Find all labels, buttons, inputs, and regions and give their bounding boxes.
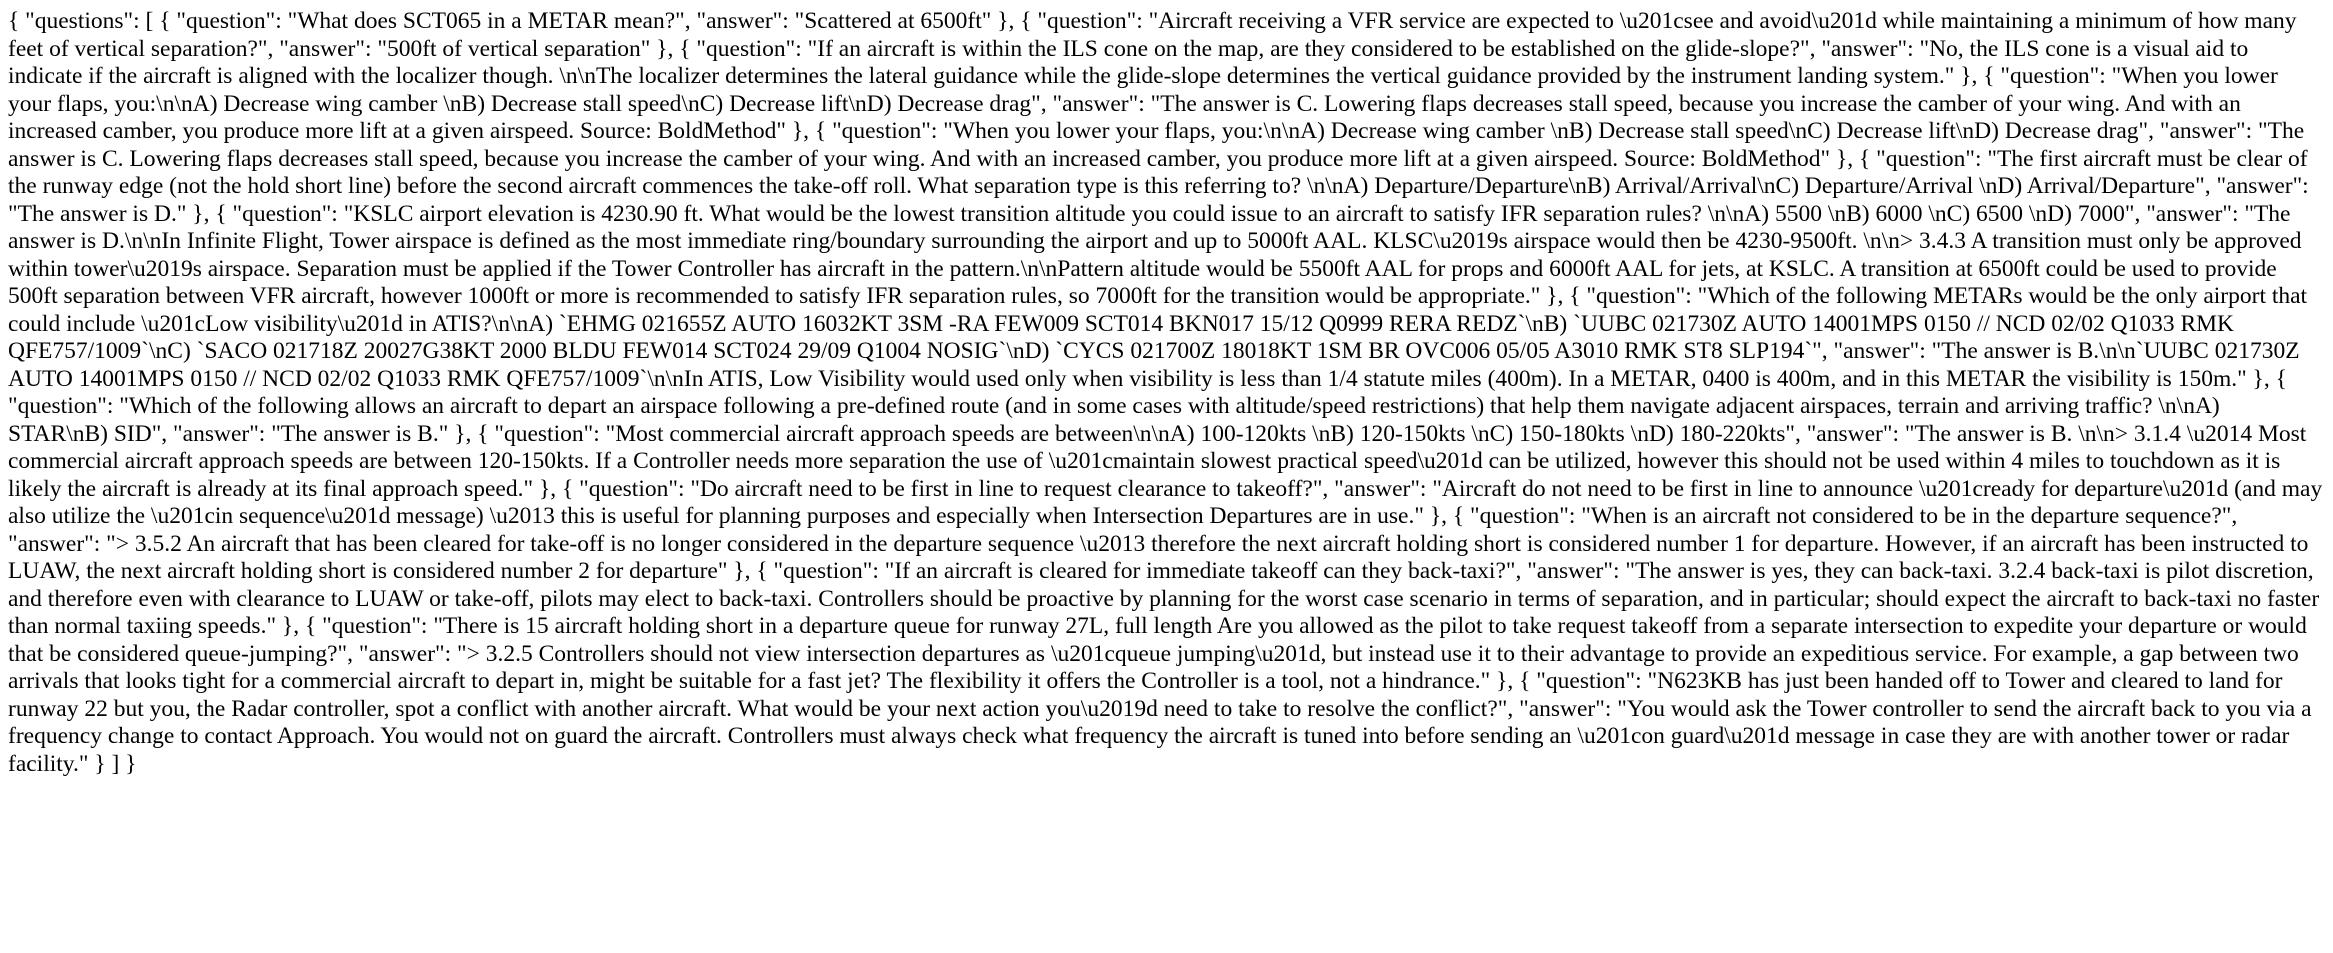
raw-json-text: { "questions": [ { "question": "What does SCT065 in a METAR mean?", "answer": "Scattered at 6500ft" }, { "question": "Aircraft receiving a VFR service are expected to \u201csee and avoid\u201d while maintaining a minimum of how many feet of vertical separation?", "answer": "500ft of vertical separation" }, { "question": "If an aircraft is within the ILS cone on the map, are they considered to be established on the glide-slope?", "answer": "No, the ILS cone is a visual aid to indicate if the aircraft is aligned with the localizer though. \n\nThe localizer determines the lateral guidance while the glide-slope determines the vertical guidance provided by the instrument landing system." }, { "question": "When you lower your flaps, you:\n\nA) Decrease wing camber \nB) Decrease stall speed\nC) Decrease lift\nD) Decrease drag", "answer": "The answer is C. Lowering flaps decreases stall speed, because you increase the camber of your wing. And with an increased camber, you produce more lift at a given airspeed. Source: BoldMethod" }, { "question": "When you lower your flaps, you:\n\nA) Decrease wing camber \nB) Decrease stall speed\nC) Decrease lift\nD) Decrease drag", "answer": "The answer is C. Lowering flaps decreases stall speed, because you increase the camber of your wing. And with an increased camber, you produce more lift at a given airspeed. Source: BoldMethod" }, { "question": "The first aircraft must be clear of the runway edge (not the hold short line) before the second aircraft commences the take-off roll. What separation type is this referring to? \n\nA) Departure/Departure\nB) Arrival/Arrival\nC) Departure/Arrival \nD) Arrival/Departure", "answer": "The answer is D." }, { "question": "KSLC airport elevation is 4230.90 ft. What would be the lowest transition altitude you could issue to an aircraft to satisfy IFR separation rules? \n\nA) 5500 \nB) 6000 \nC) 6500 \nD) 7000", "answer": "The answer is D.\n\nIn Infinite Flight, Tower airspace is defined as the most immediate ring/boundary surrounding the airport and up to 5000ft AAL. KLSC\u2019s airspace would then be 4230-9500ft. \n\n> 3.4.3 A transition must only be approved within tower\u2019s airspace. Separation must be applied if the Tower Controller has aircraft in the pattern.\n\nPattern altitude would be 5500ft AAL for props and 6000ft AAL for jets, at KSLC. A transition at 6500ft could be used to provide 500ft separation between VFR aircraft, however 1000ft or more is recommended to satisfy IFR separation rules, so 7000ft for the transition would be appropriate." }, { "question": "Which of the following METARs would be the only airport that could include \u201cLow visibility\u201d in ATIS?\n\nA) `EHMG 021655Z AUTO 16032KT 3SM -RA FEW009 SCT014 BKN017 15/12 Q0999 RERA REDZ`\nB) `UUBC 021730Z AUTO 14001MPS 0150 // NCD 02/02 Q1033 RMK QFE757/1009`\nC) `SACO 021718Z 20027G38KT 2000 BLDU FEW014 SCT024 29/09 Q1004 NOSIG`\nD) `CYCS 021700Z 18018KT 1SM BR OVC006 05/05 A3010 RMK ST8 SLP194`", "answer": "The answer is B.\n\n`UUBC 021730Z AUTO 14001MPS 0150 // NCD 02/02 Q1033 RMK QFE757/1009`\n\nIn ATIS, Low Visibility would used only when visibility is less than 1/4 statute miles (400m). In a METAR, 0400 is 400m, and in this METAR the visibility is 150m." }, { "question": "Which of the following allows an aircraft to depart an airspace following a pre-defined route (and in some cases with altitude/speed restrictions) that help them navigate adjacent airspaces, terrain and arriving traffic? \n\nA) STAR\nB) SID", "answer": "The answer is B." }, { "question": "Most commercial aircraft approach speeds are between\n\nA) 100-120kts \nB) 120-150kts \nC) 150-180kts \nD) 180-220kts", "answer": "The answer is B. \n\n> 3.1.4 \u2014 Most commercial aircraft approach speeds are between 120-150kts. If a Controller needs more separation the use of \u201cmaintain slowest practical speed\u201d can be utilized, however this should not be used within 4 miles to touchdown as it is likely the aircraft is already at its final approach speed." }, { "question": "Do aircraft need to be first in line to request clearance to takeoff?", "answer": "Aircraft do not need to be first in line to announce \u201cready for departure\u201d (and may also utilize the \u201cin sequence\u201d message) \u2013 this is useful for planning purposes and especially when Intersection Departures are in use." }, { "question": "When is an aircraft not considered to be in the departure sequence?", "answer": "> 3.5.2 An aircraft that has been cleared for take-off is no longer considered in the departure sequence \u2013 therefore the next aircraft holding short is considered number 1 for departure. However, if an aircraft has been instructed to LUAW, the next aircraft holding short is considered number 2 for departure" }, { "question": "If an aircraft is cleared for immediate takeoff can they back-taxi?", "answer": "The answer is yes, they can back-taxi. 3.2.4 back-taxi is pilot discretion, and therefore even with clearance to LUAW or take-off, pilots may elect to back-taxi. Controllers should be proactive by planning for the worst case scenario in terms of separation, and in particular; should expect the aircraft to back-taxi no faster than normal taxiing speeds." }, { "question": "There is 15 aircraft holding short in a departure queue for runway 27L, full length Are you allowed as the pilot to take request takeoff from a separate intersection to expedite your departure or would that be considered queue-jumping?", "answer": "> 3.2.5 Controllers should not view intersection departures as \u201cqueue jumping\u201d, but instead use it to their advantage to provide an expeditious service. For example, a gap between two arrivals that looks tight for a commercial aircraft to depart in, might be suitable for a fast jet? The flexibility it offers the Controller is a tool, not a hindrance." }, { "question": "N623KB has just been handed off to Tower and cleared to land for runway 22 but you, the Radar controller, spot a conflict with another aircraft. What would be your next action you\u2019d need to take to resolve the conflict?", "answer": "You would ask the Tower controller to send the aircraft back to you via a frequency change to contact Approach. You would not on guard the aircraft. Controllers must always check what frequency the aircraft is tuned into before sending an \u201con guard\u201d message in case they are with another tower or radar facility." } ] } <box>8 8 2323 777</box>
